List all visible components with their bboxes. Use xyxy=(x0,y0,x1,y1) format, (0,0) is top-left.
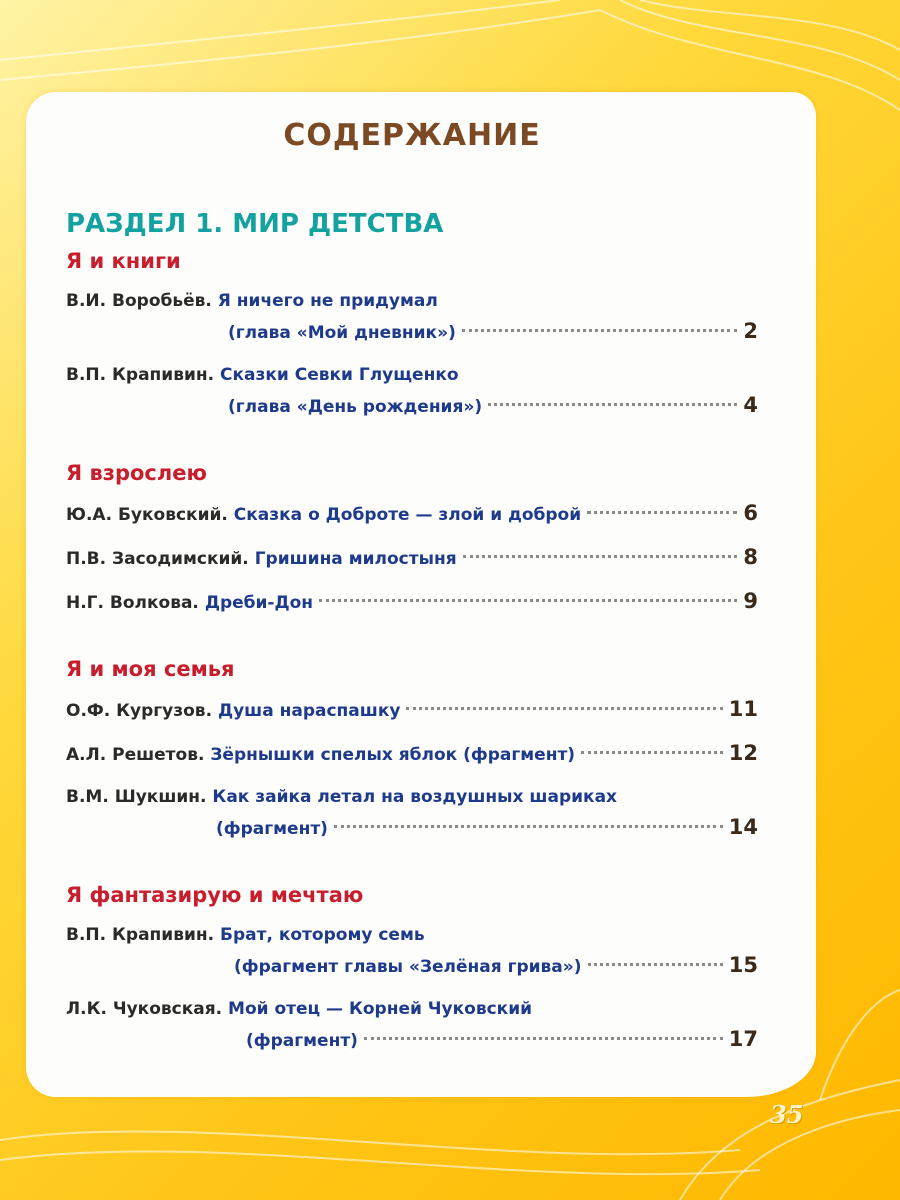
leader-dots xyxy=(364,1037,723,1040)
entry-author: П.В. Засодимский. xyxy=(66,549,249,569)
entry-work: Брат, которому семь xyxy=(220,925,425,945)
part-heading: РАЗДЕЛ 1. МИР ДЕТСТВА xyxy=(66,209,444,239)
toc-entry[interactable] xyxy=(66,498,758,530)
entry-page: 15 xyxy=(728,953,758,977)
table-of-contents xyxy=(66,110,758,1068)
entry-work: Гришина милостыня xyxy=(254,549,457,569)
toc-entry[interactable] xyxy=(66,542,758,574)
page-title: СОДЕРЖАНИЕ xyxy=(283,118,541,153)
leader-dots xyxy=(319,599,737,602)
entry-subtitle: (фрагмент) xyxy=(246,1031,358,1051)
entry-subtitle: (фрагмент главы «Зелёная грива») xyxy=(234,957,582,977)
leader-dots xyxy=(581,751,723,754)
toc-entry[interactable] xyxy=(66,694,758,726)
entry-page: 17 xyxy=(728,1027,758,1051)
entry-subtitle: (фрагмент) xyxy=(216,819,328,839)
entry-author: В.П. Крапивин. xyxy=(66,925,215,945)
entry-subtitle: (глава «День рождения») xyxy=(228,397,483,417)
entry-work: Как зайка летал на воздушных шариках xyxy=(212,787,618,807)
entry-page: 2 xyxy=(743,319,758,343)
toc-entry[interactable] xyxy=(66,286,758,348)
toc-entry[interactable] xyxy=(66,738,758,770)
entry-author: Н.Г. Волкова. xyxy=(66,593,199,613)
entry-page: 14 xyxy=(728,815,758,839)
section-heading-family: Я и моя семья xyxy=(66,657,235,681)
entry-author: А.Л. Решетов. xyxy=(66,745,205,765)
entry-subtitle: (глава «Мой дневник») xyxy=(228,323,456,343)
entry-author: В.И. Воробьёв. xyxy=(66,291,212,311)
entry-work: Я ничего не придумал xyxy=(217,291,438,311)
leader-dots xyxy=(588,963,723,966)
entry-page: 11 xyxy=(728,697,758,721)
toc-entry[interactable] xyxy=(66,782,758,844)
entry-work: Душа нараспашку xyxy=(217,701,401,721)
entry-author: Л.К. Чуковская. xyxy=(66,999,223,1019)
entry-work: Зёрнышки спелых яблок (фрагмент) xyxy=(210,745,576,765)
entry-page: 9 xyxy=(743,589,758,613)
entry-author: В.П. Крапивин. xyxy=(66,365,215,385)
leader-dots xyxy=(406,707,722,710)
leader-dots xyxy=(587,511,737,514)
entry-page: 6 xyxy=(743,501,758,525)
entry-page: 4 xyxy=(743,393,758,417)
entry-work: Дреби-Дон xyxy=(204,593,314,613)
entry-page: 8 xyxy=(743,545,758,569)
toc-entry[interactable] xyxy=(66,994,758,1056)
toc-entry[interactable] xyxy=(66,920,758,982)
section-heading-dream: Я фантазирую и мечтаю xyxy=(66,883,364,907)
entry-work: Мой отец — Корней Чуковский xyxy=(228,999,533,1019)
section-heading-books: Я и книги xyxy=(66,249,181,273)
toc-entry[interactable] xyxy=(66,360,758,422)
leader-dots xyxy=(463,555,738,558)
entry-work: Сказка о Доброте — злой и доброй xyxy=(233,505,582,525)
entry-work: Сказки Севки Глущенко xyxy=(220,365,459,385)
entry-author: Ю.А. Буковский. xyxy=(66,505,228,525)
entry-page: 12 xyxy=(728,741,758,765)
leader-dots xyxy=(334,825,723,828)
leader-dots xyxy=(488,403,737,406)
leader-dots xyxy=(462,329,738,332)
entry-author: В.М. Шукшин. xyxy=(66,787,207,807)
entry-author: О.Ф. Кургузов. xyxy=(66,701,213,721)
section-heading-grow: Я взрослею xyxy=(66,461,207,485)
toc-entry[interactable] xyxy=(66,586,758,618)
page-number: 35 xyxy=(770,1100,804,1129)
